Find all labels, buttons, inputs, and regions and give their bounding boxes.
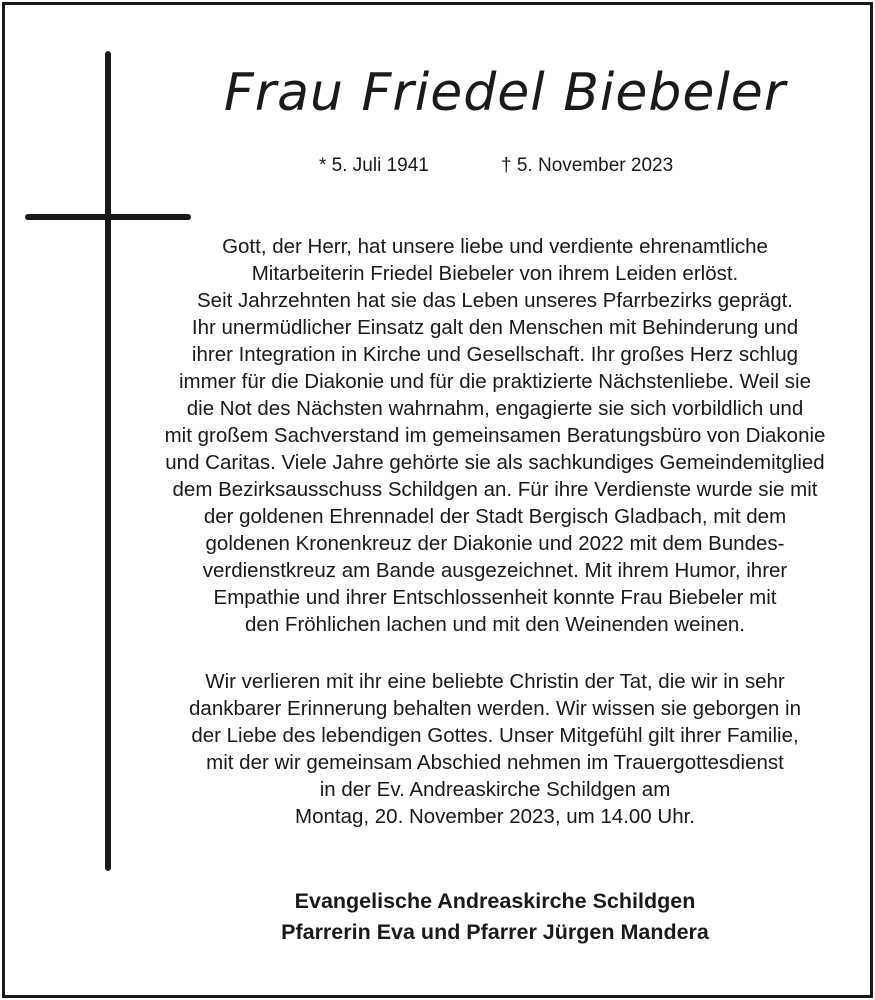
text-line: dem Bezirksausschuss Schildgen an. Für ihre Verdienste wurde sie mit bbox=[172, 478, 818, 501]
obituary-notice bbox=[2, 2, 873, 998]
text-line: Seit Jahrzehnten hat sie das Leben unseres Pfarrbezirks geprägt. bbox=[197, 289, 793, 312]
text-line: die Not des Nächsten wahrnahm, engagierte sie sich vorbildlich und bbox=[186, 397, 804, 420]
service-paragraph bbox=[125, 668, 865, 830]
text-line: immer für die Diakonie und für die praktizierte Nächstenliebe. Weil sie bbox=[179, 370, 811, 393]
text-line: Empathie und ihrer Entschlossenheit konnte Frau Biebeler mit bbox=[213, 586, 777, 609]
text-line: ihrer Integration in Kirche und Gesellschaft. Ihr großes Herz schlug bbox=[191, 343, 799, 366]
text-line: Ihr unermüdlicher Einsatz galt den Menschen mit Behinderung und bbox=[191, 316, 799, 339]
text-line: der goldenen Ehrennadel der Stadt Bergisch Gladbach, mit dem bbox=[203, 505, 787, 528]
signature-pastors: Pfarrerin Eva und Pfarrer Jürgen Mandera bbox=[281, 920, 709, 944]
text-line: der Liebe des lebendigen Gottes. Unser Mitgefühl gilt ihrer Familie, bbox=[191, 724, 799, 747]
text-line: mit großem Sachverstand im gemeinsamen Beratungsbüro von Diakonie bbox=[164, 424, 826, 447]
cross-horizontal-bar bbox=[25, 214, 191, 220]
birth-date: * 5. Juli 1941 bbox=[319, 155, 429, 176]
text-line: in der Ev. Andreaskirche Schildgen am bbox=[319, 778, 671, 801]
tribute-paragraph bbox=[125, 233, 865, 638]
text-line: Wir verlieren mit ihr eine beliebte Christin der Tat, die wir in sehr bbox=[205, 670, 785, 693]
signature-block bbox=[125, 886, 865, 948]
text-line: den Fröhlichen lachen und mit den Weinenden weinen. bbox=[245, 613, 745, 636]
cross-vertical-bar bbox=[105, 51, 111, 871]
text-line: Gott, der Herr, hat unsere liebe und verdiente ehrenamtliche bbox=[222, 235, 768, 258]
text-line: goldenen Kronenkreuz der Diakonie und 2022 mit dem Bundes- bbox=[205, 532, 785, 555]
text-line: Montag, 20. November 2023, um 14.00 Uhr. bbox=[295, 805, 695, 828]
text-line: mit der wir gemeinsam Abschied nehmen im Trauergottesdienst bbox=[206, 751, 784, 774]
text-line: und Caritas. Viele Jahre gehörte sie als sachkundiges Gemeindemitglied bbox=[165, 451, 825, 474]
text-line: dankbarer Erinnerung behalten werden. Wir wissen sie geborgen in bbox=[189, 697, 801, 720]
death-date: † 5. November 2023 bbox=[501, 155, 674, 176]
deceased-name: Frau Friedel Biebeler bbox=[223, 63, 787, 123]
text-line: verdienstkreuz am Bande ausgezeichnet. Mit ihrem Humor, ihrer bbox=[202, 559, 788, 582]
signature-church: Evangelische Andreaskirche Schildgen bbox=[294, 889, 696, 913]
text-line: Mitarbeiterin Friedel Biebeler von ihrem Leiden erlöst. bbox=[251, 262, 739, 285]
